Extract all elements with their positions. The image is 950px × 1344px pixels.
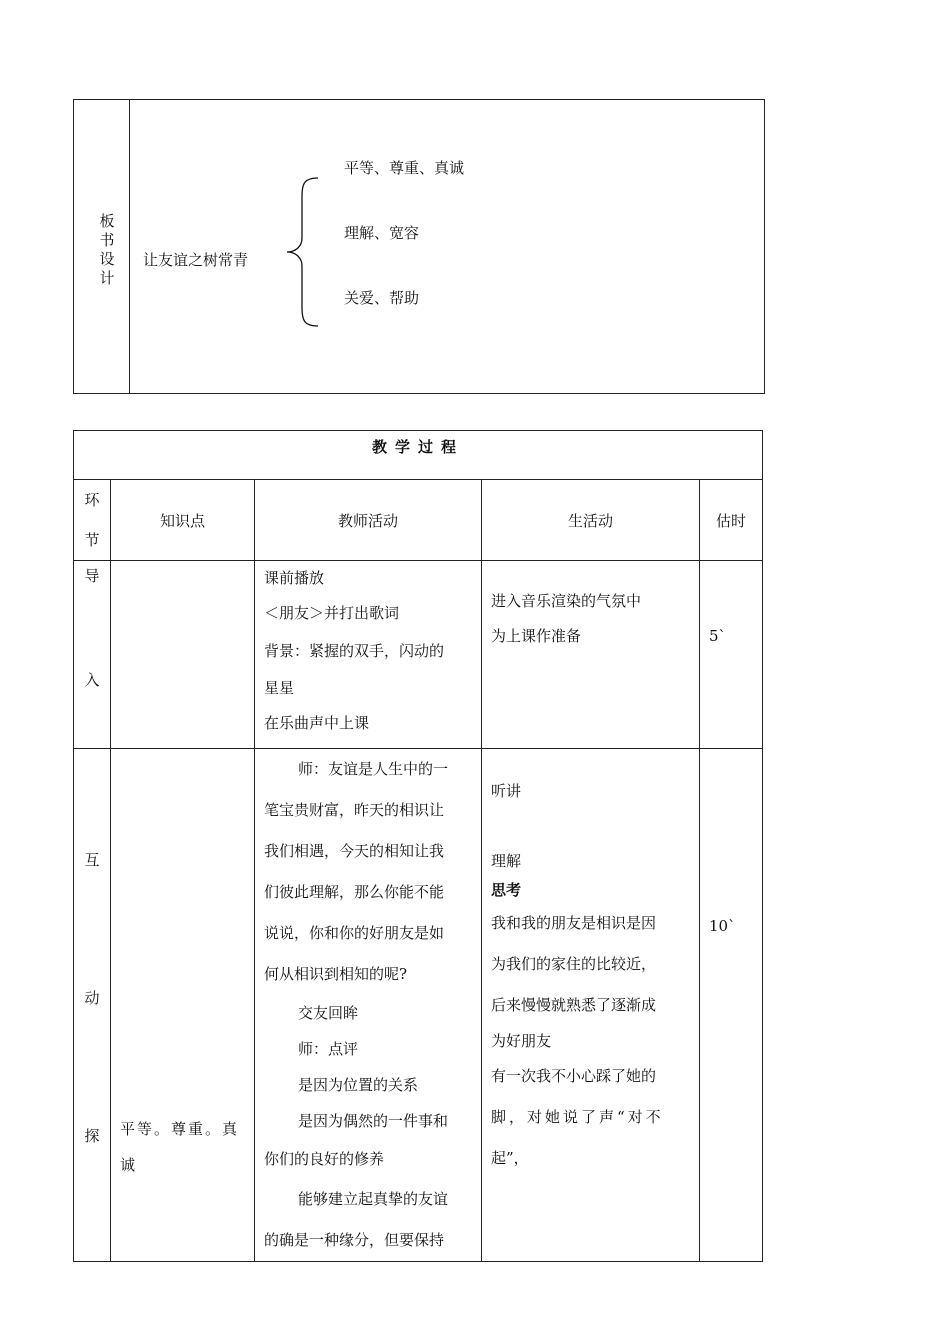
section-cell (74, 749, 111, 1262)
header-student: 生活动 (482, 480, 700, 561)
board-label-char: 计 (99, 269, 115, 287)
student-line: 进入音乐渲染的气氛中 (491, 592, 642, 610)
student-line: 脚，对她说了声“对不 (491, 1108, 664, 1126)
student-line: 为上课作准备 (491, 627, 582, 645)
section-char: 探 (84, 1127, 100, 1145)
teacher-activity-cell (255, 749, 482, 1262)
header-knowledge: 知识点 (111, 480, 255, 561)
knowledge-line: 平等。尊重。真 (120, 1120, 240, 1138)
board-design-label (96, 212, 118, 288)
teacher-line: 说说，你和你的好朋友是如 (264, 924, 445, 942)
board-item-equality: 平等、尊重、真诚 (344, 159, 465, 177)
teacher-line: 们彼此理解，那么你能不能 (264, 883, 445, 901)
process-title-cell (74, 431, 763, 480)
board-label-char: 板 (99, 212, 115, 230)
board-item-care: 关爱、帮助 (344, 289, 420, 307)
teacher-line: 我们相遇，今天的相知让我 (264, 842, 445, 860)
student-activity-cell (482, 749, 700, 1262)
teacher-line: 交友回眸 (298, 1004, 359, 1022)
teacher-line: 何从相识到相知的呢? (264, 965, 408, 983)
header-section-char: 节 (84, 531, 100, 549)
section-char: 动 (84, 989, 100, 1007)
teacher-line: 背景：紧握的双手，闪动的 (264, 642, 445, 660)
student-line: 理解 (491, 852, 522, 870)
teacher-line: 是因为偶然的一件事和 (298, 1112, 449, 1130)
student-line: 为好朋友 (491, 1032, 552, 1050)
teacher-line: 师：点评 (298, 1040, 359, 1058)
knowledge-cell (111, 561, 255, 749)
teacher-line: ＜朋友＞并打出歌词 (264, 604, 400, 622)
header-time: 估时 (700, 480, 763, 561)
time-cell: 10` (700, 749, 763, 1262)
section-char: 导 (84, 567, 100, 585)
table-row (74, 749, 763, 1262)
teacher-line: 你们的良好的修养 (264, 1150, 385, 1168)
teacher-line: 能够建立起真挚的友谊 (298, 1190, 449, 1208)
curly-brace-icon (284, 176, 320, 328)
board-label-char: 书 (99, 231, 115, 249)
student-line: 听讲 (491, 782, 522, 800)
section-char: 入 (84, 671, 100, 689)
board-topic: 让友谊之树常青 (143, 251, 249, 269)
teacher-line: 笔宝贵财富，昨天的相识让 (264, 801, 445, 819)
teacher-line: 在乐曲声中上课 (264, 714, 370, 732)
student-activity-cell (482, 561, 700, 749)
time-cell: 5` (700, 561, 763, 749)
knowledge-line: 诚 (120, 1156, 138, 1174)
board-label-char: 设 (99, 250, 115, 268)
teacher-line: 是因为位置的关系 (298, 1076, 419, 1094)
knowledge-cell (111, 749, 255, 1262)
teaching-process-table (73, 430, 763, 1262)
student-line: 有一次我不小心踩了她的 (491, 1067, 657, 1085)
header-teacher: 教师活动 (255, 480, 482, 561)
header-section (74, 480, 111, 561)
table-row (74, 561, 763, 749)
teacher-line: 课前播放 (264, 569, 325, 587)
student-line: 我和我的朋友是相识是因 (491, 914, 657, 932)
section-char: 互 (84, 851, 100, 869)
student-line: 思考 (491, 881, 522, 899)
process-title: 教学过程 (372, 438, 465, 456)
board-divider (129, 100, 130, 394)
board-design-box (73, 99, 765, 394)
teacher-activity-cell (255, 561, 482, 749)
student-line: 起”， (491, 1149, 529, 1167)
teacher-line: 星星 (264, 679, 295, 697)
section-cell (74, 561, 111, 749)
student-line: 后来慢慢就熟悉了逐渐成 (491, 996, 657, 1014)
teacher-line: 师：友谊是人生中的一 (298, 760, 449, 778)
board-item-understanding: 理解、宽容 (344, 224, 420, 242)
student-line: 为我们的家住的比较近， (491, 955, 657, 973)
teacher-line: 的确是一种缘分，但要保持 (264, 1231, 445, 1249)
header-section-char: 环 (84, 491, 100, 509)
